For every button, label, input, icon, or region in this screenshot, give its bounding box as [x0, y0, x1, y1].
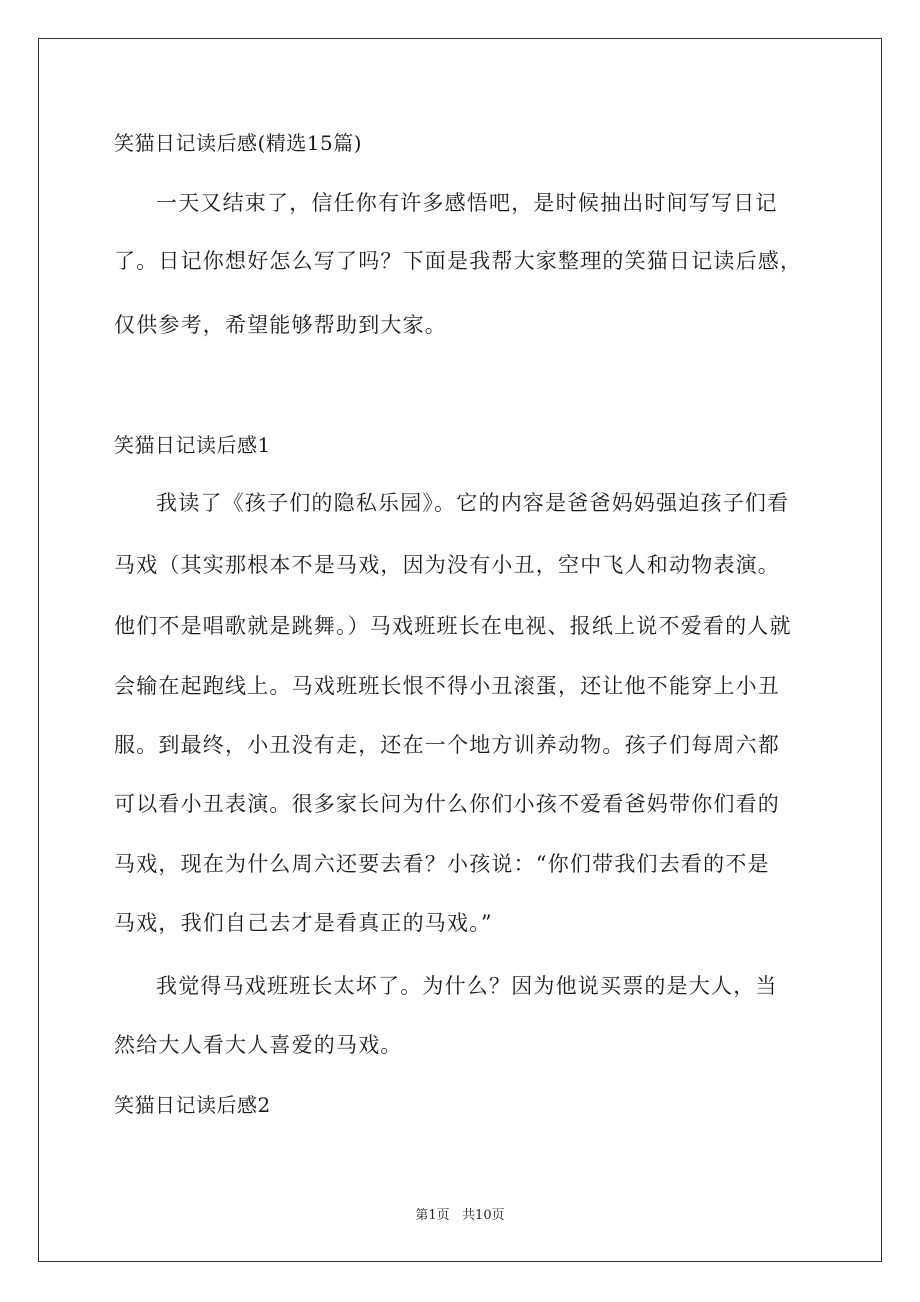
section-1-line: 马戏，我们自己去才是看真正的马戏。” — [114, 911, 493, 935]
page-footer: 第1页 共10页 — [415, 1208, 505, 1223]
intro-line-1: 一天又结束了，信任你有许多感悟吧，是时候抽出时间写写日记 — [156, 191, 778, 215]
section-1-line: 我读了《孩子们的隐私乐园》。它的内容是爸爸妈妈强迫孩子们看 — [156, 491, 790, 515]
section-1-line: 然给大人看大人喜爱的马戏。 — [114, 1033, 403, 1057]
intro-line-2: 了。日记你想好怎么写了吗？下面是我帮大家整理的笑猫日记读后感， — [114, 249, 803, 273]
section-1-line: 马戏，现在为什么周六还要去看？小孩说：“你们带我们去看的不是 — [114, 852, 770, 876]
intro-line-3: 仅供参考，希望能够帮助到大家。 — [114, 313, 447, 337]
section-1-line: 我觉得马戏班班长太坏了。为什么？因为他说买票的是大人，当 — [156, 974, 778, 998]
section-1-line: 服。到最终，小丑没有走，还在一个地方训养动物。孩子们每周六都 — [114, 733, 780, 757]
document-title: 笑猫日记读后感(精选15篇) — [114, 131, 363, 155]
section-1-line: 马戏（其实那根本不是马戏，因为没有小丑，空中飞人和动物表演。 — [114, 553, 780, 577]
section-1-line: 可以看小丑表演。很多家长问为什么你们小孩不爱看爸妈带你们看的 — [114, 792, 780, 816]
page-border — [38, 38, 882, 1262]
section-2-heading: 笑猫日记读后感2 — [114, 1093, 271, 1117]
section-1-heading: 笑猫日记读后感1 — [114, 433, 271, 457]
section-1-line: 他们不是唱歌就是跳舞。）马戏班班长在电视、报纸上说不爱看的人就 — [114, 614, 792, 638]
section-1-line: 会输在起跑线上。马戏班班长恨不得小丑滚蛋，还让他不能穿上小丑 — [114, 674, 780, 698]
